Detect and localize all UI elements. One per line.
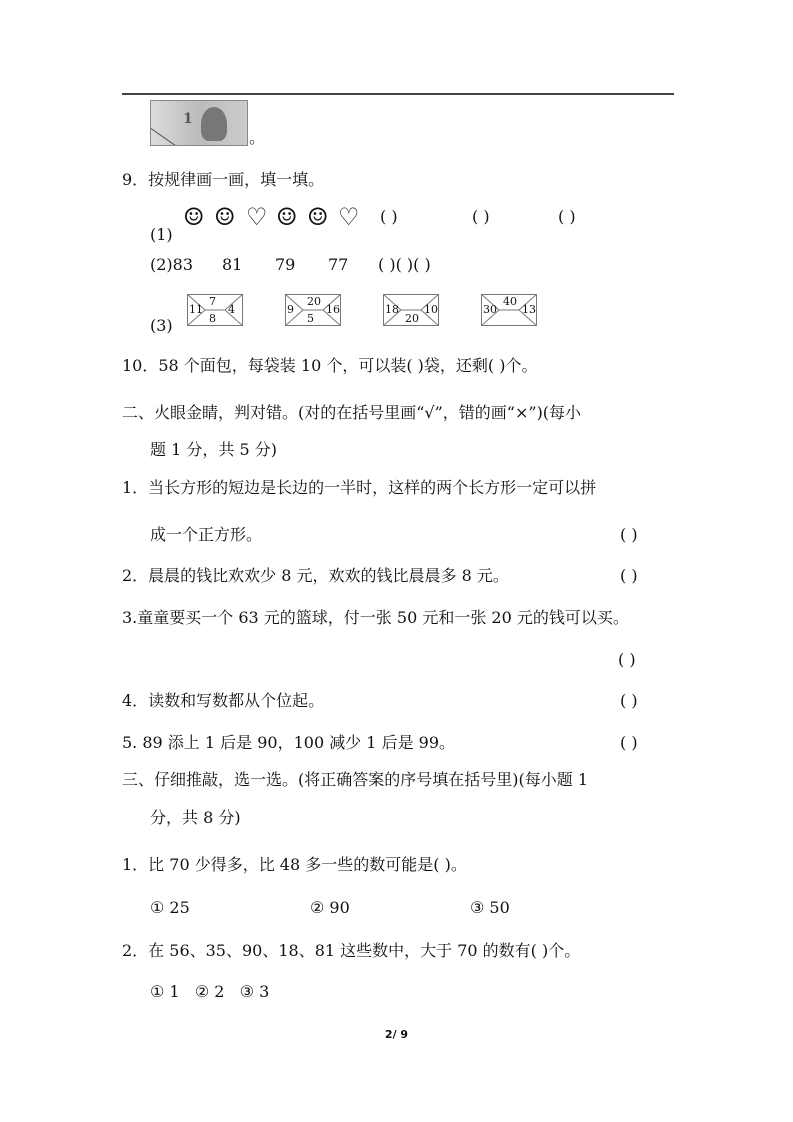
q9-title: 9．按规律画一画，填一填。 — [122, 170, 325, 189]
q10: 10．58 个面包，每袋装 10 个，可以装( )袋，还剩( )个。 — [122, 356, 538, 375]
smiley-icon: ☺ — [276, 203, 298, 231]
envelope-left: 30 — [483, 303, 497, 316]
heart-icon: ♡ — [246, 203, 268, 231]
choice-q2: 2．在 56、35、90、18、81 这些数中，大于 70 的数有( )个。 — [122, 941, 581, 960]
envelope-figure — [383, 294, 439, 326]
judge-item-cont: 成一个正方形。 — [150, 525, 263, 544]
choice-option: ② 90 — [310, 898, 350, 917]
section3-title: 三、仔细推敲，选一选。(将正确答案的序号填在括号里)(每小题 1 — [122, 770, 588, 789]
judge-item: 4．读数和写数都从个位起。 — [122, 691, 325, 710]
envelope-top: 20 — [307, 295, 321, 308]
q9-part1-label: (1) — [150, 225, 173, 244]
judge-item: 5. 89 添上 1 后是 90，100 减少 1 后是 99。 — [122, 733, 456, 752]
envelope-figure — [481, 294, 537, 326]
answer-blank[interactable]: ( ) — [618, 650, 636, 669]
section2-title: 二、火眼金睛，判对错。(对的在括号里画“√”，错的画“×”)(每小 — [122, 403, 582, 422]
envelope-bottom: 5 — [307, 312, 314, 325]
answer-blanks[interactable]: ( )( )( ) — [378, 255, 431, 274]
choice-q1: 1．比 70 少得多，比 48 多一些的数可能是( )。 — [122, 855, 467, 874]
answer-blank[interactable]: ( ) — [620, 733, 638, 752]
envelope-left: 9 — [287, 303, 294, 316]
q9-part3-label: (3) — [150, 316, 173, 335]
envelope-right: 13 — [522, 303, 536, 316]
envelope-figure — [187, 294, 243, 326]
section3-title-cont: 分，共 8 分) — [150, 808, 241, 827]
choice-option: ① 25 — [150, 898, 190, 917]
envelope-left: 18 — [385, 303, 399, 316]
header-rule — [122, 93, 674, 95]
judge-item: 2．晨晨的钱比欢欢少 8 元，欢欢的钱比晨晨多 8 元。 — [122, 566, 509, 585]
judge-item: 1．当长方形的短边是长边的一半时，这样的两个长方形一定可以拼 — [122, 478, 597, 497]
choice-options: ① 1 ② 2 ③ 3 — [150, 982, 270, 1001]
sequence-number: 79 — [275, 255, 296, 274]
smiley-icon: ☺ — [214, 203, 236, 231]
answer-blank[interactable]: ( ) — [620, 566, 638, 585]
judge-item: 3.童童要买一个 63 元的篮球，付一张 50 元和一张 20 元的钱可以买。 — [122, 608, 629, 627]
smiley-icon: ☺ — [307, 203, 329, 231]
envelope-right: 10 — [424, 303, 438, 316]
envelope-top: 7 — [209, 295, 216, 308]
envelope-top: 40 — [503, 295, 517, 308]
envelope-bottom: 8 — [209, 312, 216, 325]
smiley-icon: ☺ — [183, 203, 205, 231]
q8-tail: 。 — [249, 128, 266, 147]
answer-blank[interactable]: ( ) — [620, 691, 638, 710]
sequence-number: 81 — [222, 255, 243, 274]
q9-part2-label: (2)83 — [150, 255, 194, 274]
section2-title-cont: 题 1 分，共 5 分) — [150, 440, 277, 459]
heart-icon: ♡ — [338, 203, 360, 231]
envelope-bottom: 20 — [405, 312, 419, 325]
choice-option: ③ 50 — [470, 898, 510, 917]
envelope-right: 4 — [228, 303, 235, 316]
answer-blank[interactable]: ( ) — [472, 207, 490, 226]
envelope-figure — [285, 294, 341, 326]
answer-blank[interactable]: ( ) — [380, 207, 398, 226]
page-number: 2/ 9 — [384, 1028, 409, 1041]
answer-blank[interactable]: ( ) — [558, 207, 576, 226]
envelope-left: 11 — [189, 303, 203, 316]
answer-blank[interactable]: ( ) — [620, 525, 638, 544]
sequence-number: 77 — [328, 255, 349, 274]
one-yuan-banknote-image: 1 — [150, 100, 248, 146]
envelope-right: 16 — [326, 303, 340, 316]
